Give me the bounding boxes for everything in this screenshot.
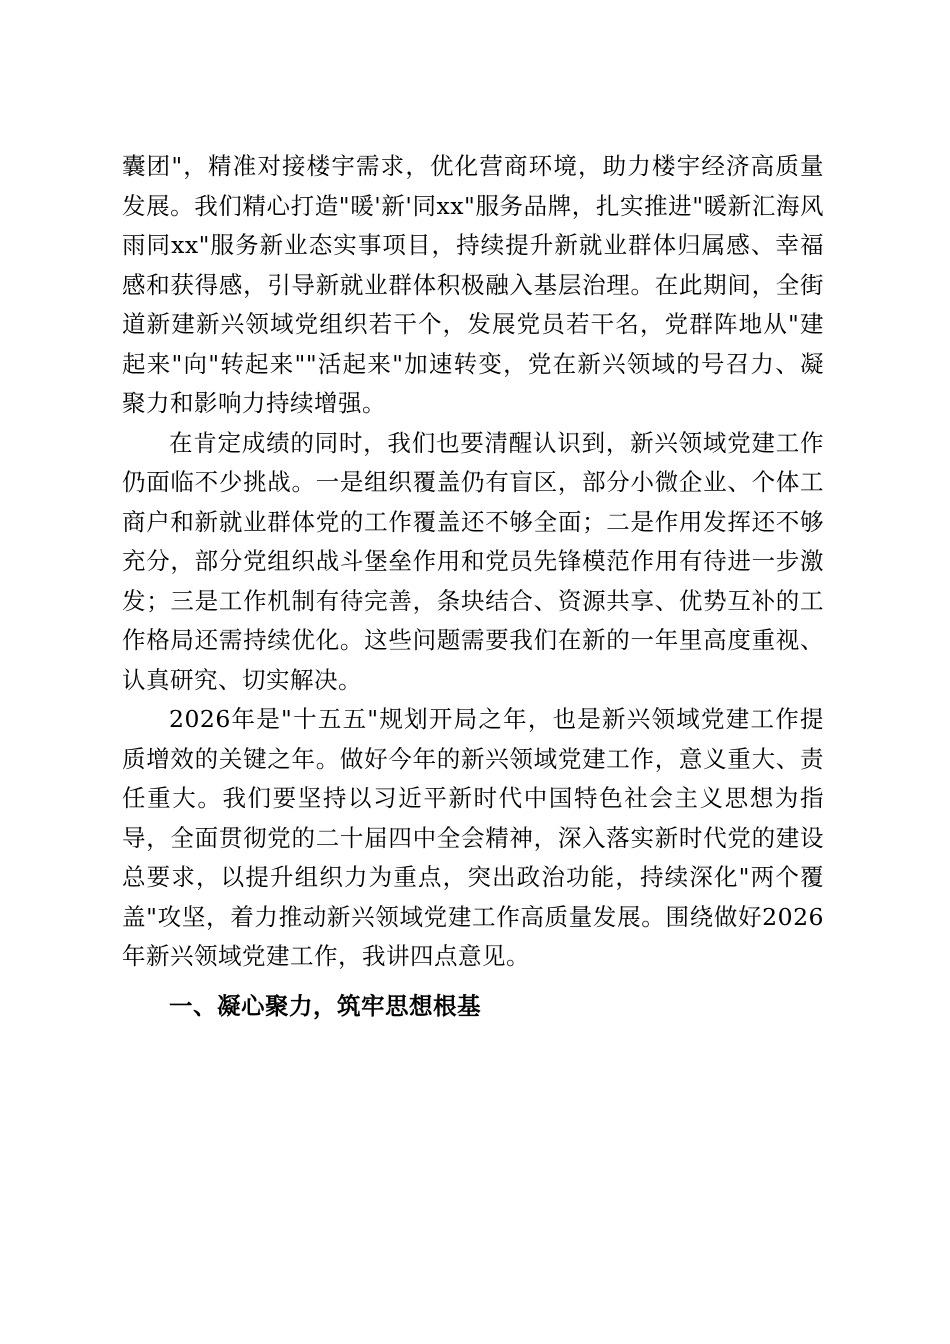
paragraph-2026-outlook: 2026年是"十五五"规划开局之年，也是新兴领域党建工作提质增效的关键之年。做好今年的新兴领域党建工作，意义重大、责任重大。我们要坚持以习近平新时代中国特色社会主义思想为指导，全面贯彻党的二十届四中全会精神，深入落实新时代党的建设总要求，以提升组织力为重点，突出政治功能，持续深化"两个覆盖"攻坚，着力推动新兴领域党建工作高质量发展。围绕做好2026年新兴领域党建工作，我讲四点意见。	[122, 705, 824, 970]
document-body	[122, 147, 824, 1026]
paragraph-continued: 囊团"，精准对接楼宇需求，优化营商环境，助力楼宇经济高质量发展。我们精心打造"暖'新'同xx"服务品牌，扎实推进"暖新汇海风雨同xx"服务新业态实事项目，持续提升新就业群体归属感、幸福感和获得感，引导新就业群体积极融入基层治理。在此期间，全街道新建新兴领域党组织若干个，发展党员若干名，党群阵地从"建起来"向"转起来""活起来"加速转变，党在新兴领域的号召力、凝聚力和影响力持续增强。	[122, 152, 824, 417]
paragraph-challenges: 在肯定成绩的同时，我们也要清醒认识到，新兴领域党建工作仍面临不少挑战。一是组织覆盖仍有盲区，部分小微企业、个体工商户和新就业群体党的工作覆盖还不够全面；二是作用发挥还不够充分，部分党组织战斗堡垒作用和党员先锋模范作用有待进一步激发；三是工作机制有待完善，条块结合、资源共享、优势互补的工作格局还需持续优化。这些问题需要我们在新的一年里高度重视、认真研究、切实解决。	[122, 428, 824, 694]
section-heading: 一、凝心聚力，筑牢思想根基	[169, 991, 481, 1020]
